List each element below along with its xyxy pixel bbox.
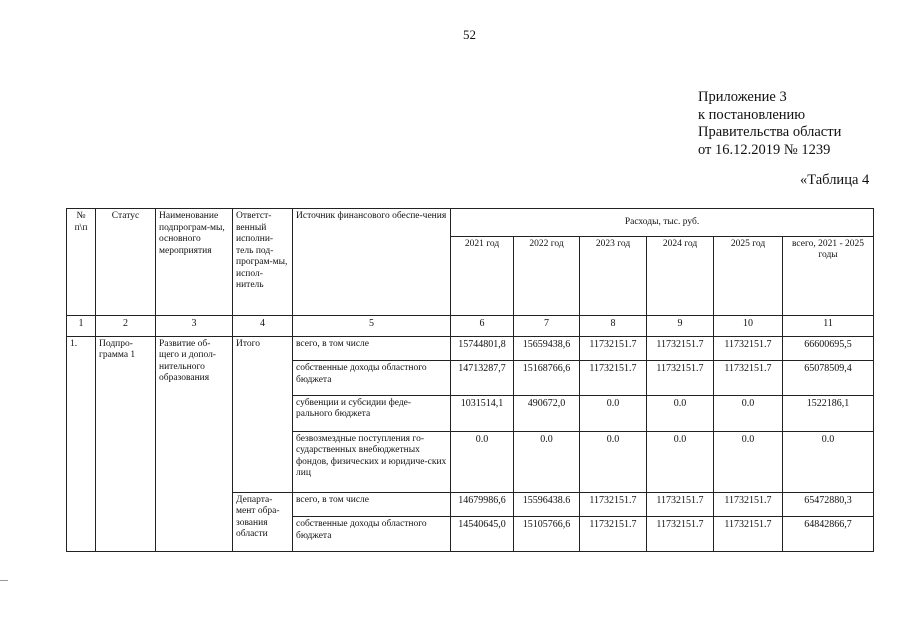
column-number: 3 [156, 316, 233, 336]
value-cell: 0.0 [647, 431, 714, 492]
row-source: всего, в том числе [293, 336, 451, 361]
row-executor: Итого [233, 336, 293, 492]
appendix-line: от 16.12.2019 № 1239 [698, 141, 831, 158]
column-number: 6 [451, 316, 514, 336]
column-number: 4 [233, 316, 293, 336]
appendix-header [698, 89, 841, 159]
header-source: Источник финансового обеспе-чения [293, 209, 451, 316]
value-cell: 15596438.6 [514, 492, 580, 517]
row-source: безвозмездные поступления го-сударственных внебюджетных фондов, физических и юридиче-ских лиц [293, 431, 451, 492]
header-num: № п\п [67, 209, 96, 316]
row-num: 1. [67, 336, 96, 551]
row-source: собственные доходы областного бюджета [293, 517, 451, 552]
value-cell: 11732151.7 [714, 517, 783, 552]
header-year: 2022 год [514, 236, 580, 316]
header-year: 2025 год [714, 236, 783, 316]
value-cell: 0.0 [783, 431, 874, 492]
column-number: 1 [67, 316, 96, 336]
financing-table [66, 208, 874, 552]
value-cell: 11732151.7 [714, 336, 783, 361]
value-cell: 0.0 [580, 431, 647, 492]
row-source: всего, в том числе [293, 492, 451, 517]
value-cell: 11732151.7 [647, 517, 714, 552]
value-cell: 14713287,7 [451, 361, 514, 396]
value-cell: 11732151.7 [580, 492, 647, 517]
value-cell: 65472880,3 [783, 492, 874, 517]
header-year: 2021 год [451, 236, 514, 316]
value-cell: 65078509,4 [783, 361, 874, 396]
value-cell: 0.0 [514, 431, 580, 492]
header-name: Наименование подпрограм-мы, основного мероприятия [156, 209, 233, 316]
value-cell: 15744801,8 [451, 336, 514, 361]
value-cell: 1031514,1 [451, 395, 514, 431]
page-number: 52 [463, 27, 476, 42]
value-cell: 66600695,5 [783, 336, 874, 361]
value-cell: 11732151.7 [580, 361, 647, 396]
column-number: 7 [514, 316, 580, 336]
column-number: 11 [783, 316, 874, 336]
value-cell: 11732151.7 [580, 517, 647, 552]
value-cell: 11732151.7 [714, 492, 783, 517]
header-executor: Ответст-венный исполни-тель под-програм-мы, испол-нитель [233, 209, 293, 316]
column-number: 8 [580, 316, 647, 336]
value-cell: 0.0 [451, 431, 514, 492]
column-number: 5 [293, 316, 451, 336]
value-cell: 0.0 [714, 395, 783, 431]
value-cell: 15168766,6 [514, 361, 580, 396]
value-cell: 11732151.7 [647, 361, 714, 396]
value-cell: 15659438,6 [514, 336, 580, 361]
appendix-line: к постановлению [698, 106, 806, 123]
value-cell: 14679986,6 [451, 492, 514, 517]
value-cell: 14540645,0 [451, 517, 514, 552]
appendix-line: Приложение 3 [698, 89, 787, 105]
value-cell: 11732151.7 [714, 361, 783, 396]
value-cell: 1522186,1 [783, 395, 874, 431]
margin-mark [0, 580, 8, 581]
column-number: 2 [96, 316, 156, 336]
header-year: 2023 год [580, 236, 647, 316]
row-status: Подпро-грамма 1 [96, 336, 156, 551]
table-label: «Таблица 4 [800, 172, 870, 188]
column-number: 9 [647, 316, 714, 336]
value-cell: 490672,0 [514, 395, 580, 431]
column-number: 10 [714, 316, 783, 336]
header-year-total: всего, 2021 - 2025 годы [783, 236, 874, 316]
value-cell: 11732151.7 [647, 492, 714, 517]
value-cell: 11732151.7 [580, 336, 647, 361]
row-source: собственные доходы областного бюджета [293, 361, 451, 396]
row-source: субвенции и субсидии феде-рального бюджета [293, 395, 451, 431]
value-cell: 64842866,7 [783, 517, 874, 552]
header-status: Статус [96, 209, 156, 316]
appendix-line: Правительства области [698, 124, 842, 140]
value-cell: 0.0 [580, 395, 647, 431]
header-year: 2024 год [647, 236, 714, 316]
value-cell: 0.0 [714, 431, 783, 492]
row-executor: Департа-мент обра-зования области [233, 492, 293, 551]
value-cell: 15105766,6 [514, 517, 580, 552]
value-cell: 11732151.7 [647, 336, 714, 361]
table-row [67, 336, 874, 361]
value-cell: 0.0 [647, 395, 714, 431]
row-name: Развитие об-щего и допол-нительного образования [156, 336, 233, 551]
header-expenses: Расходы, тыс. руб. [451, 209, 874, 237]
column-number-row [67, 316, 874, 336]
